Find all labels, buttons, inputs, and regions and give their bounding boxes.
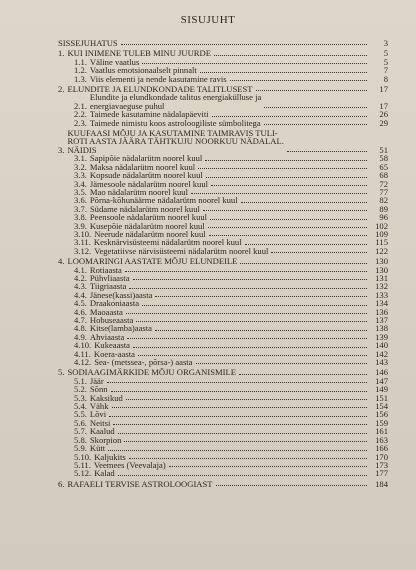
entry-title: Rotiaasta <box>89 264 122 275</box>
entry-title: Ahviaasta <box>89 331 125 342</box>
entry-page-number: 143 <box>375 357 388 368</box>
entry-title: Kaalud <box>89 426 115 437</box>
dot-leader <box>240 263 367 264</box>
entry-title: Jänese(kassi)aasta <box>89 289 153 300</box>
entry-page-number: 5 <box>383 48 388 59</box>
entry-page-number: 142 <box>375 348 388 359</box>
dot-leader <box>142 305 367 306</box>
entry-title: Neitsi <box>89 417 111 428</box>
entry-number: 5.11. <box>74 459 91 470</box>
entry-page-number: 133 <box>375 289 388 300</box>
dot-leader <box>133 347 367 348</box>
entry-number: 4.12. <box>74 357 92 368</box>
dot-leader <box>196 363 368 364</box>
entry-number: 4.10. <box>74 340 92 351</box>
entry-number: 2.2. <box>74 109 87 120</box>
entry-title: Sapipõie nädalarütm noorel kuul <box>89 153 203 164</box>
entry-page-number: 146 <box>375 367 388 378</box>
entry-page-number: 159 <box>375 417 388 428</box>
entry-number: 5.12. <box>74 468 92 479</box>
entry-title: Kaksikud <box>89 392 123 403</box>
dot-leader <box>129 458 367 459</box>
dot-leader <box>113 424 367 425</box>
entry-title: Viis elementi ja nende kasutamine ravis <box>89 73 227 84</box>
page-title: SISUJUHT <box>180 14 236 26</box>
entry-title: Elundite ja elundkondade talitus energiakülluse ja energiavaeguse puhul <box>89 92 262 111</box>
dot-leader <box>155 330 367 331</box>
entry-number: 4.8. <box>74 323 87 334</box>
entry-page-number: 136 <box>375 306 388 317</box>
entry-number: 3.12. <box>74 245 92 256</box>
dot-leader <box>241 202 367 203</box>
dot-leader <box>112 407 367 408</box>
entry-number: 4. <box>58 256 65 267</box>
dot-leader <box>142 63 367 64</box>
entry-page-number: 184 <box>375 478 388 489</box>
dot-leader <box>271 252 367 253</box>
dot-leader <box>136 321 367 322</box>
entry-page-number: 77 <box>379 186 388 197</box>
entry-title: Taimede nimistu koos astroloogiliste sümbolitega <box>89 117 261 128</box>
entry-title: Draakoniaasta <box>89 298 140 309</box>
entry-page-number: 68 <box>379 170 388 181</box>
entry-title: Vegetatiivse närvisüsteemi nädalarütm noorel kuul <box>94 245 269 256</box>
dot-leader <box>287 151 367 152</box>
dot-leader <box>121 44 367 45</box>
entry-page-number: 132 <box>375 281 388 292</box>
entry-page-number: 8 <box>383 73 388 84</box>
dot-leader <box>198 168 367 169</box>
entry-page-number: 140 <box>375 340 388 351</box>
dot-leader <box>214 55 367 56</box>
toc-section-entry <box>58 469 388 477</box>
dot-leader <box>126 399 367 400</box>
entry-page-number: 89 <box>379 203 388 214</box>
toc-section-entry <box>58 93 388 110</box>
entry-title: ELUNDITE JA ELUNDKONDADE TALITLUSEST <box>67 84 253 95</box>
entry-number: 4.7. <box>74 315 87 325</box>
toc-section-entry <box>58 119 388 127</box>
toc-section-entry <box>58 436 388 444</box>
entry-title: Maoaasta <box>89 306 123 317</box>
entry-page-number: 115 <box>375 237 388 248</box>
entry-number: 5.10. <box>74 451 92 462</box>
dot-leader <box>239 374 367 375</box>
dot-leader <box>256 90 367 91</box>
entry-number: 4.11. <box>74 348 91 359</box>
entry-page-number: 29 <box>379 117 388 128</box>
entry-page-number: 17 <box>379 100 388 111</box>
dot-leader <box>208 227 367 228</box>
entry-number: 1.1. <box>74 56 87 67</box>
entry-title: Kalad <box>94 468 115 479</box>
entry-title: Veemees (Veevalaja) <box>93 459 166 470</box>
entry-page-number: 154 <box>375 401 388 412</box>
entry-number: 5.7. <box>74 426 87 437</box>
entry-number: 5.2. <box>74 384 87 395</box>
entry-number: 5. <box>58 367 65 378</box>
entry-number: 5.3. <box>74 392 87 403</box>
toc-section-entry <box>58 75 388 83</box>
entry-title: LOOMARINGI AASTATE MÕJU ELUNDEILE <box>67 256 238 267</box>
entry-number: 3. <box>58 144 65 155</box>
entry-page-number: 26 <box>379 109 388 120</box>
entry-title: Mao nädalarütm noorel kuul <box>89 186 188 197</box>
toc-section-entry <box>58 402 388 410</box>
entry-title: Kesknärvisüsteemi nädalarütm noorel kuul <box>93 237 242 248</box>
entry-number: 2. <box>58 84 65 95</box>
entry-number: 3.3. <box>74 170 87 181</box>
entry-number: 4.6. <box>74 306 87 317</box>
entry-number: 2.3. <box>74 117 87 128</box>
toc-chapter-entry <box>58 368 388 376</box>
dot-leader <box>209 235 367 236</box>
entry-number: 3.8. <box>74 212 87 223</box>
entry-page-number: 170 <box>375 451 388 462</box>
dot-leader <box>206 177 367 178</box>
entry-page-number: 177 <box>375 468 388 479</box>
dot-leader <box>124 441 367 442</box>
dot-leader <box>191 193 367 194</box>
entry-number: 3.11. <box>74 237 91 248</box>
entry-page-number: 131 <box>375 272 388 283</box>
entry-page-number: 156 <box>375 409 388 420</box>
entry-page-number: 72 <box>379 178 388 189</box>
entry-page-number: 149 <box>375 384 388 395</box>
dot-leader <box>212 116 367 117</box>
entry-number: 5.8. <box>74 434 87 445</box>
entry-number: 1. <box>58 48 65 59</box>
entry-title: KUUFAASI MÕJU JA KASUTAMINE TAIMRAVIS TULI- ROTI AASTA JÄÄRA TÄHTKUJU NOORKUU NÄDALAL. NÄIDIS <box>67 128 284 155</box>
entry-title: Kütt <box>89 443 106 454</box>
dot-leader <box>203 210 367 211</box>
entry-title: Taimede kasutamine nädalapäeviti <box>89 109 209 120</box>
entry-title: Hobuseaasta <box>89 315 134 325</box>
entry-page-number: 17 <box>379 84 388 95</box>
entry-page-number: 139 <box>375 331 388 342</box>
entry-title: Väline vaatlus <box>89 56 140 67</box>
dot-leader <box>127 338 367 339</box>
dot-leader <box>155 296 367 297</box>
entry-page-number: 102 <box>375 220 388 231</box>
entry-title: SODIAAGIMÄRKIDE MÕJU ORGANISMILE <box>67 367 236 378</box>
entry-page-number: 138 <box>375 323 388 334</box>
entry-number: 3.9. <box>74 220 87 231</box>
entry-number: 5.5. <box>74 409 87 420</box>
entry-number: 5.1. <box>74 375 87 386</box>
entry-number: 2.1. <box>74 100 87 111</box>
dot-leader <box>133 279 367 280</box>
dot-leader <box>211 185 367 186</box>
entry-page-number: 130 <box>375 256 388 267</box>
dot-leader <box>230 80 367 81</box>
dot-leader <box>118 433 367 434</box>
entry-number: 4.2. <box>74 272 87 283</box>
entry-title: Neerude nädalarütm noorel kuul <box>94 228 206 239</box>
dot-leader <box>111 391 367 392</box>
dot-leader <box>107 382 367 383</box>
entry-title: KUI INIMENE TULEB MINU JUURDE <box>67 48 211 59</box>
entry-title: Lõvi <box>89 409 107 420</box>
entry-title: Tiigriaasta <box>89 281 127 292</box>
entry-number: 5.6. <box>74 417 87 428</box>
entry-page-number: 3 <box>383 38 388 48</box>
entry-page-number: 82 <box>379 195 388 206</box>
entry-page-number: 151 <box>375 392 388 403</box>
entry-title: SISSEJUHATUS <box>58 38 118 48</box>
entry-title: Jäär <box>89 375 104 386</box>
entry-title: Vähk <box>89 401 109 412</box>
entry-page-number: 147 <box>375 375 388 386</box>
entry-page-number: 7 <box>383 65 388 76</box>
dot-leader <box>216 485 367 486</box>
entry-page-number: 5 <box>383 56 388 67</box>
entry-title: Kopsude nädalarütm noorel kuul <box>89 170 203 181</box>
entry-number: 5.9. <box>74 443 87 454</box>
entry-title: Südame nädalarütm noorel kuul <box>89 203 200 214</box>
dot-leader <box>109 416 367 417</box>
entry-number: 5.4. <box>74 401 87 412</box>
entry-page-number: 58 <box>379 153 388 164</box>
dot-leader <box>126 313 367 314</box>
entry-title: Sea- (metssea-, põrsa-) aasta <box>94 357 193 368</box>
entry-title: Maksa nädalarütm noorel kuul <box>89 161 196 172</box>
entry-title: Peensoole nädalarütm noorel kuul <box>89 212 208 223</box>
entry-page-number: 96 <box>379 212 388 223</box>
entry-number: 3.7. <box>74 203 87 214</box>
dot-leader <box>200 72 367 73</box>
dot-leader <box>129 288 367 289</box>
entry-title: Koera-aasta <box>93 348 135 359</box>
entry-title: Jämesoole nädalarütm noorel kuul <box>89 178 209 189</box>
entry-number: 1.3. <box>74 73 87 84</box>
entry-page-number: 137 <box>375 315 388 325</box>
entry-page-number: 134 <box>375 298 388 309</box>
entry-title: Kusepõie nädalarütm noorel kuul <box>89 220 205 231</box>
entry-title: Vaatlus emotsionaalselt pinnalt <box>89 65 197 76</box>
entry-number: 4.5. <box>74 298 87 309</box>
entry-page-number: 163 <box>375 434 388 445</box>
toc-section-entry <box>58 358 388 366</box>
toc-chapter-entry <box>58 129 388 154</box>
dot-leader <box>245 244 367 245</box>
entry-page-number: 173 <box>375 459 388 470</box>
entry-number: 4.3. <box>74 281 87 292</box>
entry-title: Skorpion <box>89 434 122 445</box>
entry-number: 1.2. <box>74 65 87 76</box>
toc-chapter-entry <box>58 480 388 488</box>
entry-number: 4.4. <box>74 289 87 300</box>
entry-number: 3.6. <box>74 195 87 206</box>
entry-title: RAFAELI TERVISE ASTROLOOGIAST <box>67 478 213 489</box>
entry-page-number: 122 <box>375 245 388 256</box>
dot-leader <box>205 160 367 161</box>
entry-page-number: 51 <box>379 144 388 155</box>
dot-leader <box>264 124 367 125</box>
toc-section-entry <box>58 247 388 255</box>
entry-number: 3.10. <box>74 228 92 239</box>
entry-page-number: 65 <box>379 161 388 172</box>
entry-page-number: 109 <box>375 228 388 239</box>
entry-number: 4.1. <box>74 264 87 275</box>
dot-leader <box>118 475 367 476</box>
entry-number: 3.4. <box>74 178 87 189</box>
entry-title: Kitse(lamba)aasta <box>89 323 152 334</box>
entry-number: 3.5. <box>74 186 87 197</box>
dot-leader <box>264 107 367 108</box>
entry-page-number: 166 <box>375 443 388 454</box>
toc-chapter-entry <box>58 39 388 47</box>
entry-number: 4.9. <box>74 331 87 342</box>
table-of-contents <box>58 38 388 488</box>
entry-page-number: 130 <box>375 264 388 275</box>
entry-title: Sõnn <box>89 384 108 395</box>
dot-leader <box>108 450 367 451</box>
entry-number: 3.1. <box>74 153 87 164</box>
dot-leader <box>138 355 367 356</box>
entry-number: 3.2. <box>74 161 87 172</box>
dot-leader <box>169 466 367 467</box>
entry-title: Pühvliaasta <box>89 272 130 283</box>
entry-title: Kukeaasta <box>94 340 130 351</box>
entry-page-number: 161 <box>375 426 388 437</box>
dot-leader <box>125 271 367 272</box>
entry-number: 6. <box>58 478 65 489</box>
entry-title: Kaljukits <box>94 451 126 462</box>
dot-leader <box>210 219 367 220</box>
entry-title: Põrna-kõhunäärme nädalarütm noorel kuul <box>89 195 238 206</box>
